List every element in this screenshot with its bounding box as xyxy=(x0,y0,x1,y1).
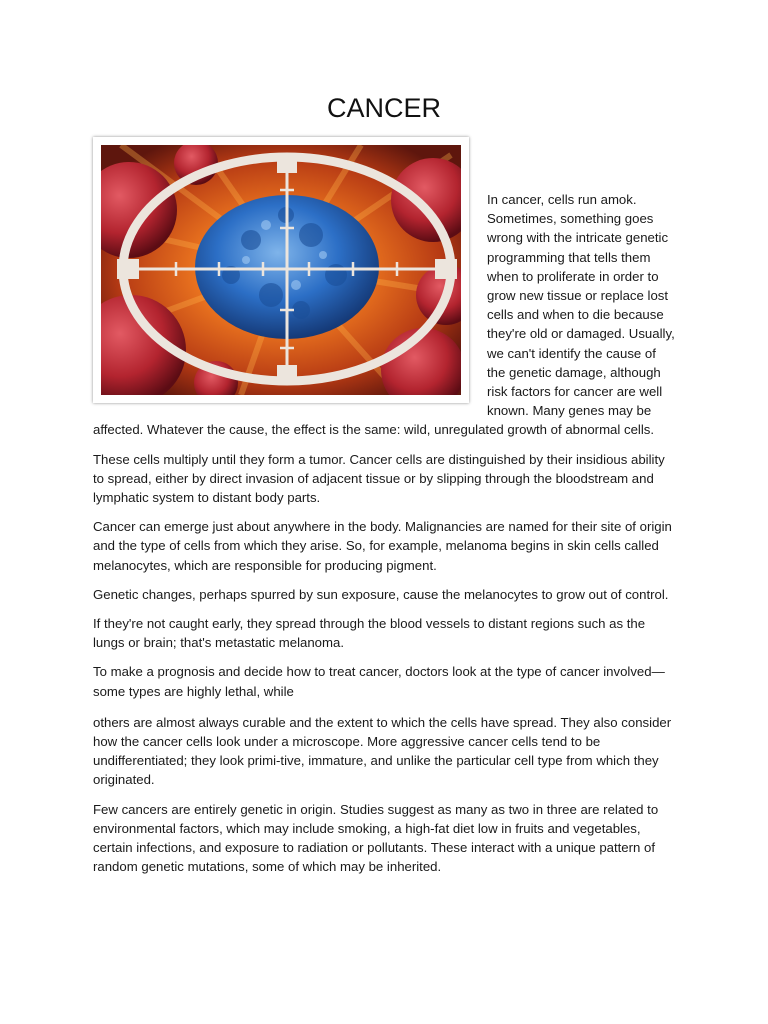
cancer-cell-crosshair-image xyxy=(93,137,469,403)
paragraph-6: To make a prognosis and decide how to treat cancer, doctors look at the type of cancer involved— some types are highly lethal, while xyxy=(93,664,665,699)
crosshair-scope xyxy=(123,157,451,381)
crosshair-illustration xyxy=(101,145,461,395)
paragraph-3: Cancer can emerge just about anywhere in the body. Malignancies are named for their site of origin and the type of cells from which they arise. So, for example, melanoma begins in skin cells called melanocytes, which are responsible for producing pigment. xyxy=(93,519,672,573)
paragraph-1: In cancer, cells run amok. Sometimes, something goes wrong with the intricate genetic programming that tells them when to proliferate in order to grow new tissue or replace lost cells and when to die because they're old or damaged. Usually, we can't identify the cause of the genetic damage, although risk factors for cancer are well known. Many genes may be affected. Whatever the cause, the effect is the same: wild, unregulated growth of abnormal cells. xyxy=(93,192,675,438)
document-title: CANCER xyxy=(326,93,441,123)
paragraph-4: Genetic changes, perhaps spurred by sun exposure, cause the melanocytes to grow out of control. xyxy=(93,586,669,602)
paragraph-2: These cells multiply until they form a tumor. Cancer cells are distinguished by their insidious ability to spread, either by direct invasion of adjacent tissue or by slipping through the bloodstream and lymphatic system to distant body parts. xyxy=(93,451,665,506)
paragraph-7: others are almost always curable and the extent to which the cells have spread. They also consider how the cancer cells look under a microscope. More aggressive cancer cells tend to be undifferentiated; they look primi-tive, immature, and unlike the particular cell type from which they originated. xyxy=(93,714,672,788)
paragraph-5: If they're not caught early, they spread through the blood vessels to distant regions such as the lungs or brain; that's metastatic melanoma. xyxy=(93,616,646,651)
paragraph-8: Few cancers are entirely genetic in origin. Studies suggest as many as two in three are related to environmental factors, which may include smoking, a high-fat diet low in fruits and vegetables, certain infections, and exposure to radiation or pollutants. These interact with a unique pattern of random genetic mutations, some of which may be inherited. xyxy=(93,801,659,875)
document-body xyxy=(93,190,675,887)
